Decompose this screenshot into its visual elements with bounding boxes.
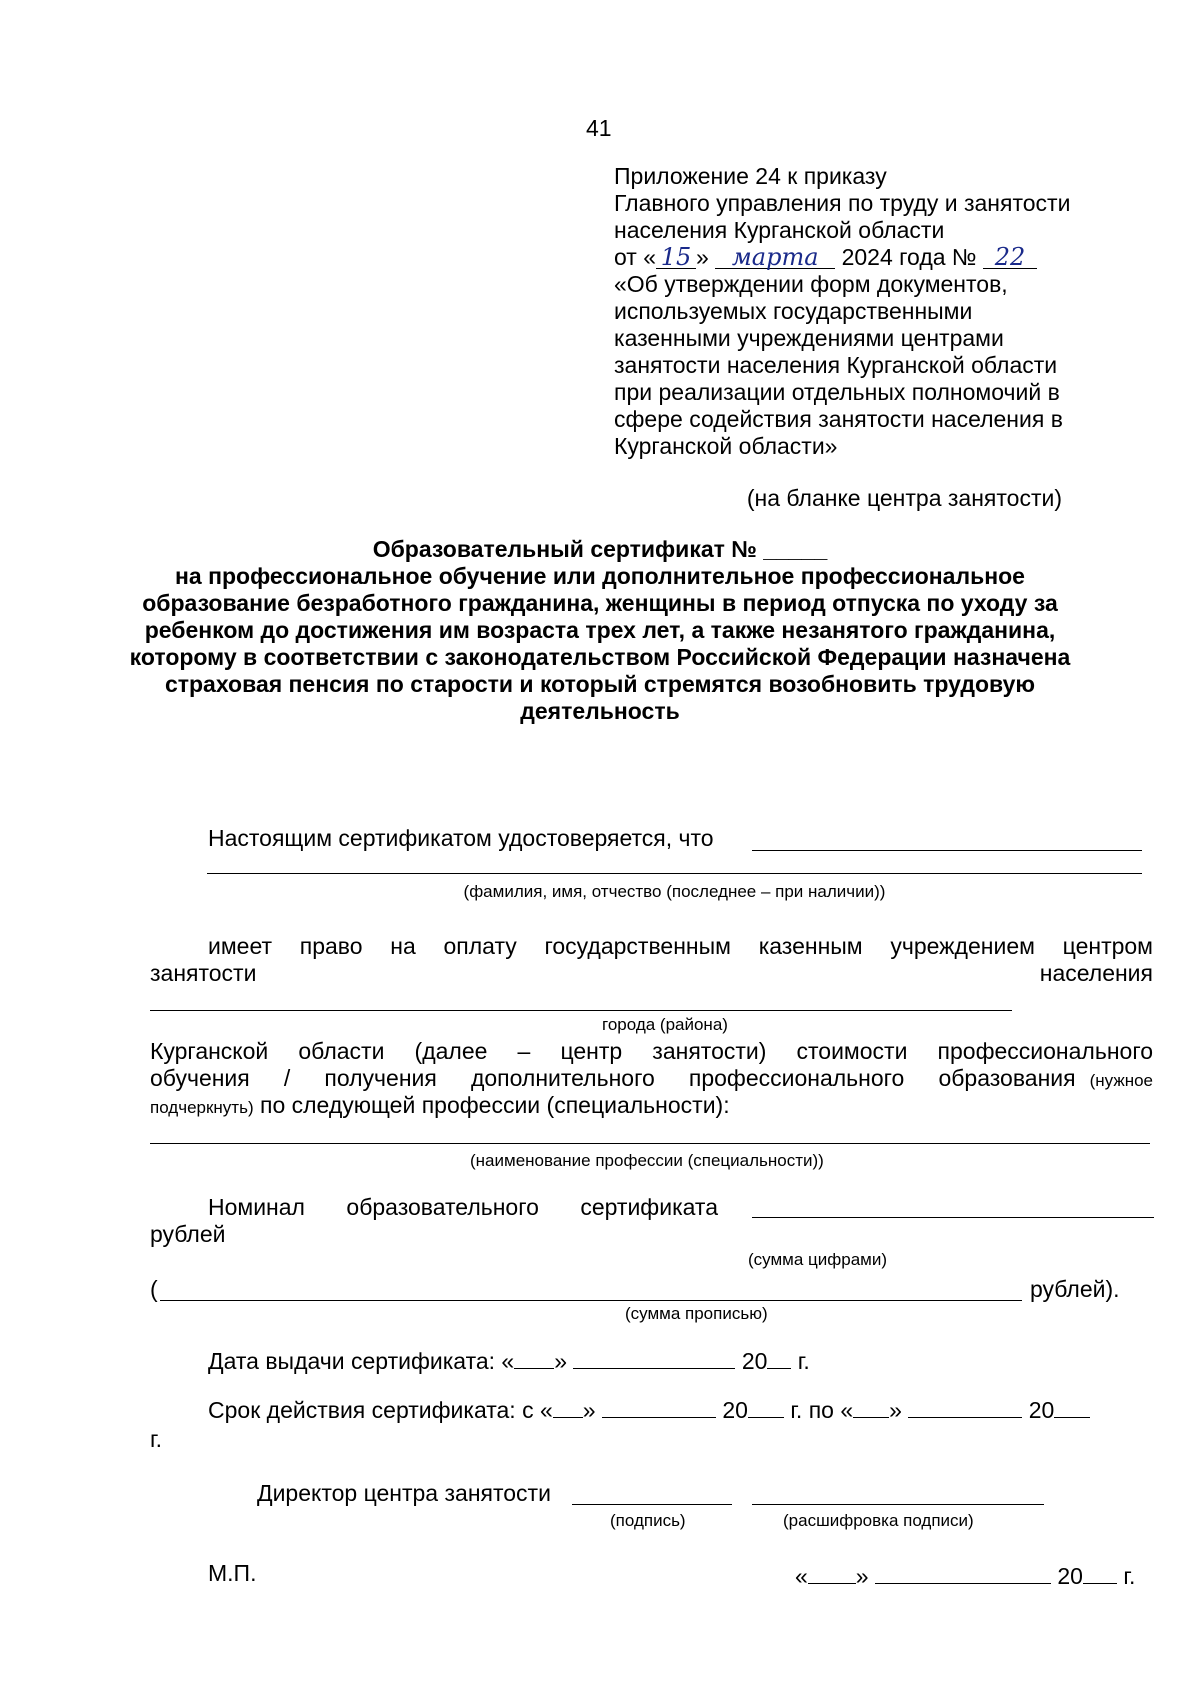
signature-decode-caption: (расшифровка подписи) [783, 1511, 974, 1530]
issue-quote-close: » [554, 1348, 568, 1374]
issue-day-blank [514, 1348, 554, 1369]
issue-year-blank [767, 1348, 791, 1369]
issue-date-label: Дата выдачи сертификата: « [208, 1348, 515, 1374]
city-caption: города (района) [602, 1015, 728, 1034]
subject-line: Курганской области» [614, 433, 838, 459]
sum-words-caption: (сумма прописью) [625, 1304, 768, 1323]
sum-words-fill-line [160, 1300, 1022, 1301]
issue-year-suffix: г. [791, 1348, 810, 1374]
subject-line: занятости населения Курганской области [614, 352, 1058, 378]
stamp-quote-open: « [795, 1563, 808, 1589]
profession-caption: (наименование профессии (специальности)) [470, 1151, 824, 1170]
kurgan-text-line: Курганской области (далее – центр занятости) стоимости профессионального [150, 1038, 1153, 1064]
stamp-year: 20 [1057, 1563, 1083, 1589]
stamp-date-line [795, 1562, 1135, 1590]
validity-to-day-blank [853, 1397, 889, 1418]
sum-digits-caption: (сумма цифрами) [748, 1250, 887, 1269]
sum-words-close: рублей). [1030, 1276, 1120, 1302]
stamp-year-blank [1083, 1563, 1117, 1584]
page-number: 41 [586, 115, 612, 141]
nominal-label: Номинал образовательного сертификата [208, 1194, 718, 1220]
city-fill-line [150, 1010, 1012, 1011]
appendix-line: Приложение 24 к приказу [614, 163, 887, 189]
validity-from-year-blank [748, 1397, 784, 1418]
rubles-word: рублей [150, 1221, 226, 1247]
issue-year-prefix: 20 [741, 1348, 768, 1374]
issue-date-line [208, 1347, 810, 1375]
director-label: Директор центра занятости [257, 1480, 551, 1506]
order-date-line [614, 243, 1037, 271]
right-text-line: имеет право на оплату государственным казенным учреждением центром [208, 933, 1153, 959]
signature-caption: (подпись) [610, 1511, 686, 1530]
title-line: ребенком до достижения им возраста трех лет, а также незанятого гражданина, [144, 617, 1056, 643]
subject-line: используемых государственными [614, 298, 973, 324]
validity-g: г. [150, 1426, 162, 1452]
issue-month-blank [573, 1348, 735, 1369]
sum-words-open: ( [150, 1276, 158, 1302]
right-text-left: занятости [150, 960, 257, 986]
kurgan-line3-small: подчеркнуть) [150, 1098, 254, 1117]
title-line: которому в соответствии с законодательством Российской Федерации назначена [129, 644, 1071, 670]
kurgan-text-line-2 [150, 1064, 1153, 1092]
subject-line: казенными учреждениями центрами [614, 325, 1004, 351]
validity-from-day-blank [553, 1397, 583, 1418]
order-month-handwritten: марта [715, 246, 835, 269]
validity-to-month-blank [908, 1397, 1022, 1418]
validity-quote-close: » [582, 1397, 596, 1423]
title-line: страховая пенсия по старости и который стремятся возобновить трудовую [164, 671, 1036, 697]
validity-label: Срок действия сертификата: с « [208, 1397, 553, 1423]
profession-fill-line [150, 1143, 1150, 1144]
kurgan-line2-small: (нужное [1089, 1071, 1153, 1090]
kurgan-text-line-3 [150, 1091, 730, 1119]
kurgan-line3-main: по следующей профессии (специальности): [253, 1092, 730, 1118]
signature-decode-line [752, 1504, 1044, 1505]
signature-line [572, 1504, 732, 1505]
kurgan-line2-main: обучения / получения дополнительного профессионального образования [150, 1065, 1076, 1091]
order-number-handwritten: 22 [983, 246, 1037, 269]
subject-line: сфере содействия занятости населения в [614, 406, 1063, 432]
validity-from-month-blank [602, 1397, 716, 1418]
validity-mid: г. по « [783, 1397, 854, 1423]
blank-note: (на бланке центра занятости) [746, 485, 1062, 511]
appendix-line: населения Курганской области [614, 217, 945, 243]
order-year: 2024 года № [841, 244, 977, 270]
appendix-line: Главного управления по труду и занятости [614, 190, 1071, 216]
validity-quote-close-2: » [889, 1397, 902, 1423]
stamp-g: г. [1116, 1563, 1136, 1589]
title-line: деятельность [520, 698, 680, 724]
title-line: образование безработного гражданина, женщины в период отпуска по уходу за [142, 590, 1058, 616]
stamp-day-blank [808, 1563, 856, 1584]
certificate-title: Образовательный сертификат № _____ [372, 536, 828, 562]
nominal-fill-line [752, 1217, 1154, 1218]
validity-to-year: 20 [1028, 1397, 1055, 1423]
certify-fill-line [752, 850, 1142, 851]
certify-text: Настоящим сертификатом удостоверяется, что [208, 825, 714, 851]
title-line: на профессиональное обучение или дополнительное профессиональное [175, 563, 1025, 589]
order-mid: » [696, 244, 709, 270]
fio-caption: (фамилия, имя, отчество (последнее – при наличии)) [463, 882, 886, 901]
validity-line [208, 1396, 1090, 1424]
subject-line: при реализации отдельных полномочий в [614, 379, 1060, 405]
validity-to-year-blank [1054, 1397, 1090, 1418]
right-text-right: населения [1039, 960, 1153, 986]
stamp-quote-close: » [855, 1563, 869, 1589]
stamp-month-blank [875, 1563, 1051, 1584]
order-day-handwritten: 15 [656, 246, 696, 269]
stamp-label: М.П. [208, 1560, 257, 1586]
subject-line: «Об утверждении форм документов, [614, 271, 1008, 297]
validity-from-year: 20 [722, 1397, 748, 1423]
order-prefix: от « [614, 244, 657, 270]
fio-fill-line [207, 873, 1142, 874]
